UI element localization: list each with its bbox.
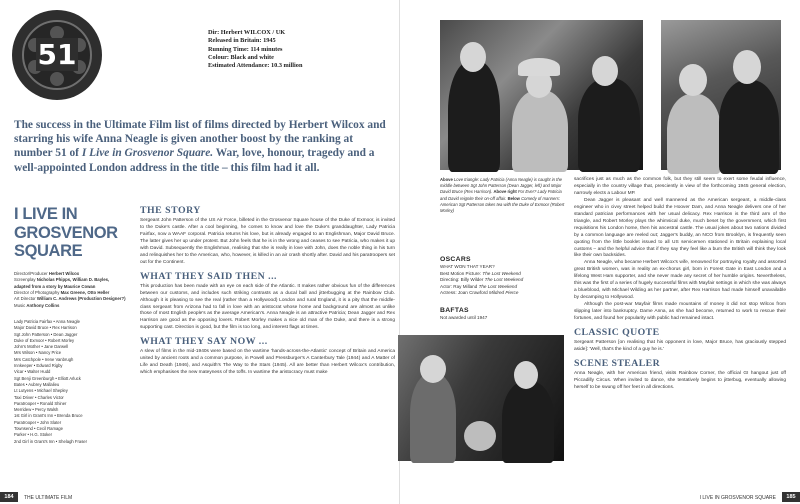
oscar-category: Directing: Billy Wilder xyxy=(440,277,485,283)
face xyxy=(460,42,486,72)
figure-soldier-left xyxy=(448,60,500,172)
oscar-winner: The Lost Weekend xyxy=(484,277,524,283)
film-still-love-triangle xyxy=(440,20,643,170)
credit-role: Director/Producer xyxy=(14,271,49,276)
body-paragraph: Although the post-war Mayfair films made mountains of money it did not stop Wilcox from slipping later into bankruptcy. Dame Anna, as she had become, returned to work to rescue their fortunes, and found her popularity with public had remained intact. xyxy=(574,302,786,322)
section-heading-said-then: WHAT THEY SAID THEN ... xyxy=(140,270,277,282)
oscars-box xyxy=(440,256,565,297)
credit-name: adapted from a story by Maurice Cowan xyxy=(14,283,96,289)
film-still-couple xyxy=(661,20,781,170)
bafta-box xyxy=(440,307,565,322)
caption-label-below: Below xyxy=(507,195,520,201)
cast-line: Townsend • Cecil Ramage xyxy=(14,426,63,432)
cast-line: Innkeeper • Edward Rigby xyxy=(14,363,63,369)
credit-name: Nicholas Phipps, William D. Bayles, xyxy=(36,277,110,283)
crew-credits xyxy=(14,271,126,309)
fact-line: Released in Britain: 1945 xyxy=(208,37,276,45)
cast-line: Vicar • Walter Hudd xyxy=(14,369,51,375)
film-reel-badge xyxy=(12,10,102,100)
cast-line: Paratrooper • Ronald Shiner xyxy=(14,400,67,406)
fact-line: Dir: Herbert WILCOX / UK xyxy=(208,29,286,36)
oscar-winner: Mildred Pierce xyxy=(489,290,519,296)
photo-captions xyxy=(440,177,567,214)
body-paragraph: Dean Jagger is pleasant and well mannered as the American sergeant, a middle-class engineer who in civvy street helped build the Hoover Dam, and Anna Neagle delivers one of her standard patrician performances with her usual delicacy. Rex Harrison is the third arm of the triangle, and Robert Morley plays the whimsical duke, much beset by the government, which first requisitions his London home, then his ancestral castle. The usual jokes about two nations divided by a common language are reeled out; Jagger's buddy, an NCO from Brooklyn, is frequently seen quoting from the little booklet issued to all US servicemen stationed in Britain explaining local customs – and the helpful advice that if they say they feel like a bum the British will think they look like their own backsides. xyxy=(574,197,786,259)
caption-text-above: Love triangle: Lady Patricia (Anna Neagle) is caught in the middle between Sgt John Patterson (Dean Jagger, left) and Major David Bruce (Rex Harrison). xyxy=(440,177,562,195)
film-facts xyxy=(208,29,398,70)
section-body-story: Sergeant John Patterson of the US Air Force, billeted in the Grosvenor Square house of the Duke of Exmoor, is invited to the Duke's castle. After a cool beginning, he comes to know and love the Duke's granddaughter, Lady Patricia Fairfax, now a WAAF corporal. Patricia returns his love, but is already engaged to an Englishman, Major David Bruce. The latter gives her up under protest. But John feels that he is in the wrong and ceases to see Patricia, who makes it up with David. Subsequently the Englishman, realising that she is really in love with John, does the noble thing in his turn and relinquishes her to the American, who, however, is killed in an air crash shortly after. David and his paratroopers set out for the Continent. xyxy=(140,218,395,265)
figure-officer xyxy=(719,80,779,174)
oscar-winner: The Lost Weekend xyxy=(478,283,518,289)
cast-line: Major David Bruce • Rex Harrison xyxy=(14,325,77,331)
section-body-said-then: This production has been made with an eye on each side of the Atlantic. It makes rather obvious fun of the differences between our customs, and includes such striking contrasts as a ducal ball and jitterbugging at the Rainbow Club. Although it is pleasing to see the real (rather than a Hollywood) London and rural England, it is a pity that the middle-class sergeant from Arizona had to fall in love with an aristocrat whose home and background are almost as unlike those of most English people's as the average American's. Anna Neagle is an attractive Patricia; Dean Jagger and Rex Harrison are good as the opposing lovers. Robert Morley makes a nice old man of the Duke, and there is a strong supporting cast. Direction is good, but the film is too long, and interest flags at times. xyxy=(140,283,395,331)
figure-soldier-right xyxy=(578,78,640,172)
caption-text-below: Comedy of manners: American Sgt Patterson takes tea with the Duke of Exmoor (Robert Morley) xyxy=(440,195,565,214)
page-number-left: 184 xyxy=(0,492,18,502)
rank-number: 51 xyxy=(37,38,77,71)
left-main-column xyxy=(140,205,395,377)
face xyxy=(679,64,707,96)
cast-line: Sgt John Patterson • Dean Jagger xyxy=(14,331,78,337)
fact-line: Running Time: 114 minutes xyxy=(208,45,283,53)
cast-line: Taxi Driver • Charles Victor xyxy=(14,394,64,400)
oscar-category: Best Motion Picture: xyxy=(440,270,483,276)
figure-duke xyxy=(410,373,456,463)
oscar-line xyxy=(440,290,565,297)
cast-line: Parker • H.G. Stoker xyxy=(14,432,53,438)
credit-role: Music xyxy=(14,302,27,308)
intro-text: War, love, honour, tragedy and a well-appointed London address in the title – this film had it all. xyxy=(14,147,375,174)
folio-right: I LIVE IN GROSVENOR SQUARE xyxy=(699,495,776,501)
face xyxy=(592,56,618,86)
body-paragraph: sacrifices just as much as the common folk, but they still seem to exert some feudal influence, especially in the country village that, presciently in view of the forthcoming 1945 general election, narrowly elects a Labour MP. xyxy=(574,177,786,196)
bafta-text: Not awarded until 1947 xyxy=(440,315,488,320)
cast-line: Mrs Catchpole • Irene Vanbrugh xyxy=(14,356,74,362)
intro-paragraph xyxy=(14,118,394,175)
oscars-subheading: WHAT WON THAT YEAR? xyxy=(440,264,495,269)
scene-stealer-heading: SCENE STEALER xyxy=(574,357,661,369)
face xyxy=(514,361,538,389)
credit-name: Herbert Wilcox xyxy=(48,271,80,276)
oscar-line xyxy=(440,284,565,291)
cast-list xyxy=(14,319,112,445)
oscar-winner: The Lost Weekend xyxy=(482,270,521,276)
cast-line: Lt Lutyens • Michael Shepley xyxy=(14,388,68,394)
bafta-heading: BAFTAS xyxy=(440,307,469,314)
scene-stealer-text: Anna Neagle, with her American friend, visits Rainbow Corner, the official GI hangout just off Piccadilly Circus. When invited to dance, she tentatively begins to jitterbug, eventually allowing herself to be swung off her feet in all directions. xyxy=(574,370,786,390)
cast-line: John's Mother • Jane Darwell xyxy=(14,344,69,350)
right-page xyxy=(400,0,800,504)
credit-name: William C. Andrews (Production Designer?) xyxy=(36,296,126,302)
right-main-column xyxy=(574,177,786,392)
face xyxy=(420,355,446,383)
oscar-line xyxy=(440,271,565,278)
cast-line: 2nd Girl in Grant's Inn • Shelagh Fraser xyxy=(14,438,88,444)
body-paragraph: Anna Neagle, who became Herbert Wilcox's wife, renowned for portraying royalty and assorted great British women, was in reality an ex-chorus girl, born in Forest Gate in East London and a lifelong West Ham supporter, and she never made any secret of her humble origins. Nevertheless, this was the first of a series of hugely successful films with Mayfair settings in which she was always a blueblood, with Michael Wilding as her partner, after Rex Harrison had made himself unavailable by decamping to Hollywood. xyxy=(574,260,786,301)
classic-quote-heading: CLASSIC QUOTE xyxy=(574,327,660,339)
caption-text-above-right: For Ever? Lady Patricia and David reignite their on-off affair. xyxy=(440,189,562,201)
figure-woman xyxy=(512,90,568,172)
cast-line: Lady Patricia Fairfax • Anna Neagle xyxy=(14,319,80,324)
section-body-say-now: A slew of films in the mid-1940s were based on the wartime 'hands-across-the-Atlantic' concept of Britain and America united by ancient roots and a common purpose, in Powell and Pressburger's A Canterbury Tale (1944) and A Matter of Life and Death (1946), and Asquith's The Way to the Stars (1945). All are better than Herbert Wilcox's contribution, which emphasises the new mateyness of the toffs. In wartime the aristocracy must make xyxy=(140,349,395,376)
section-heading-story: THE STORY xyxy=(140,205,201,216)
cast-line: Bates • Aubrey Mallalieu xyxy=(14,381,60,387)
caption-label-above-right: Above right xyxy=(493,189,517,195)
credit-name: Anthony Collins xyxy=(26,302,60,308)
figure-sergeant xyxy=(502,381,554,463)
figure-woman xyxy=(667,94,721,174)
intro-film-title: I Live in Grosvenor Square. xyxy=(81,147,214,160)
oscar-category: Actor: Ray Milland xyxy=(440,283,479,289)
film-still-tea-with-duke xyxy=(398,335,564,461)
folio-left: THE ULTIMATE FILM xyxy=(24,495,73,501)
cast-line: Mrs Wilson • Nancy Price xyxy=(14,350,62,356)
tea-set xyxy=(464,421,496,451)
classic-quote-text: Sergeant Patterson [on realising that his opponent in love, Major Bruce, has graciously stepped aside]: 'Well, that's the kind of a guy he is.' xyxy=(574,340,786,352)
fact-line: Colour: Black and white xyxy=(208,53,274,61)
credit-role: Art Director xyxy=(14,296,37,302)
oscar-line xyxy=(440,277,565,284)
oscar-category: Actress: Joan Crawford xyxy=(440,290,490,296)
credit-role: Screenplay xyxy=(14,277,37,283)
cast-line: Merridew • Percy Walsh xyxy=(14,407,59,413)
fact-line: Estimated Attendance: 10.3 million xyxy=(208,62,303,70)
cast-line: Paratrooper • John Slater xyxy=(14,419,62,425)
credit-role: Director of Photography xyxy=(14,290,61,296)
hat xyxy=(518,58,560,76)
caption-label-above: Above xyxy=(440,177,453,182)
intro-text: The success in the Ultimate Film list of films directed by Herbert Wilcox and starring his wife Anna Neagle is given another boost by the ranking at number 51 of xyxy=(14,119,386,160)
page-number-right: 185 xyxy=(782,492,800,502)
credit-name: Max Greene, Otto Heller xyxy=(60,290,110,296)
cast-line: Duke of Exmoor • Robert Morley xyxy=(14,337,75,343)
oscars-heading: OSCARS xyxy=(440,256,471,263)
face xyxy=(733,50,761,84)
section-heading-say-now: WHAT THEY SAY NOW ... xyxy=(140,336,268,348)
film-title: I LIVE IN GROSVENOR SQUARE xyxy=(14,205,118,260)
credit-line xyxy=(14,303,112,309)
cast-line: Sgt Benji Greenburgh • Elliott Arluck xyxy=(14,375,81,381)
cast-line: 1st Girl in Grant's Inn • Brenda Bruce xyxy=(14,413,83,419)
